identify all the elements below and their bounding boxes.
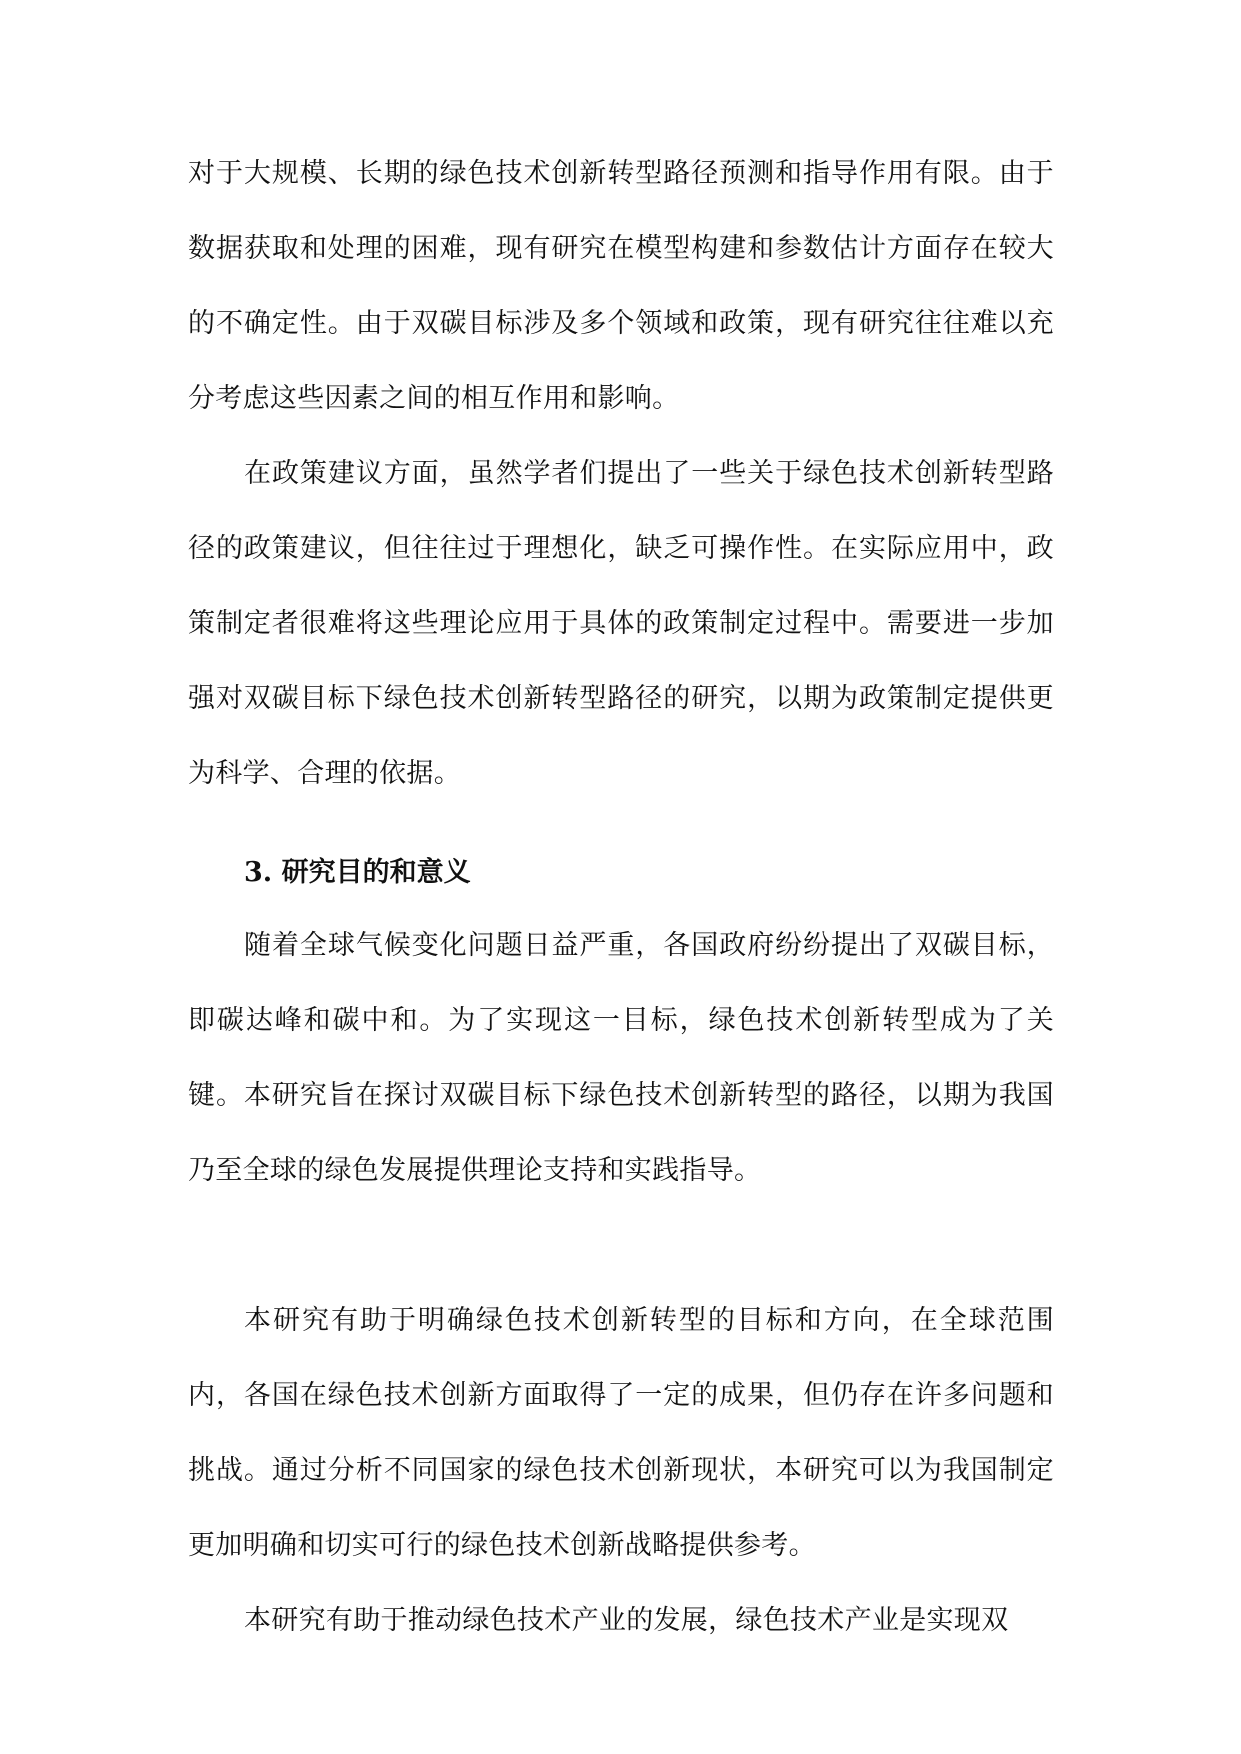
paragraph-text: 在政策建议方面，虽然学者们提出了一些关于绿色技术创新转型路径的政策建议，但往往过于理想化，缺乏可操作性。在实际应用中，政策制定者很难将这些理论应用于具体的政策制定过程中。需要进一步加强对双碳目标下绿色技术创新转型路径的研究，以期为政策制定提供更为科学、合理的依据。 [188, 458, 1054, 789]
body-paragraph-purpose [188, 908, 1054, 1208]
body-paragraph-significance-2 [188, 1583, 1054, 1658]
paragraph-text: 对于大规模、长期的绿色技术创新转型路径预测和指导作用有限。由于数据获取和处理的困难，现有研究在模型构建和参数估计方面存在较大的不确定性。由于双碳目标涉及多个领域和政策，现有研究往往难以充分考虑这些因素之间的相互作用和影响。 [188, 158, 1054, 414]
paragraph-text: 随着全球气候变化问题日益严重，各国政府纷纷提出了双碳目标，即碳达峰和碳中和。为了实现这一目标，绿色技术创新转型成为了关键。本研究旨在探讨双碳目标下绿色技术创新转型的路径，以期为我国乃至全球的绿色发展提供理论支持和实践指导。 [188, 930, 1054, 1186]
body-paragraph-significance-1 [188, 1283, 1054, 1583]
body-paragraph-continued [188, 136, 1054, 436]
body-paragraph-policy [188, 436, 1054, 811]
section-number: 3. [244, 857, 273, 888]
section-title: 研究目的和意义 [281, 857, 471, 888]
paragraph-text: 本研究有助于明确绿色技术创新转型的目标和方向，在全球范围内，各国在绿色技术创新方面取得了一定的成果，但仍存在许多问题和挑战。通过分析不同国家的绿色技术创新现状，本研究可以为我国制定更加明确和切实可行的绿色技术创新战略提供参考。 [188, 1305, 1054, 1561]
paragraph-text: 本研究有助于推动绿色技术产业的发展，绿色技术产业是实现双 [244, 1605, 1009, 1636]
section-heading [244, 853, 471, 893]
